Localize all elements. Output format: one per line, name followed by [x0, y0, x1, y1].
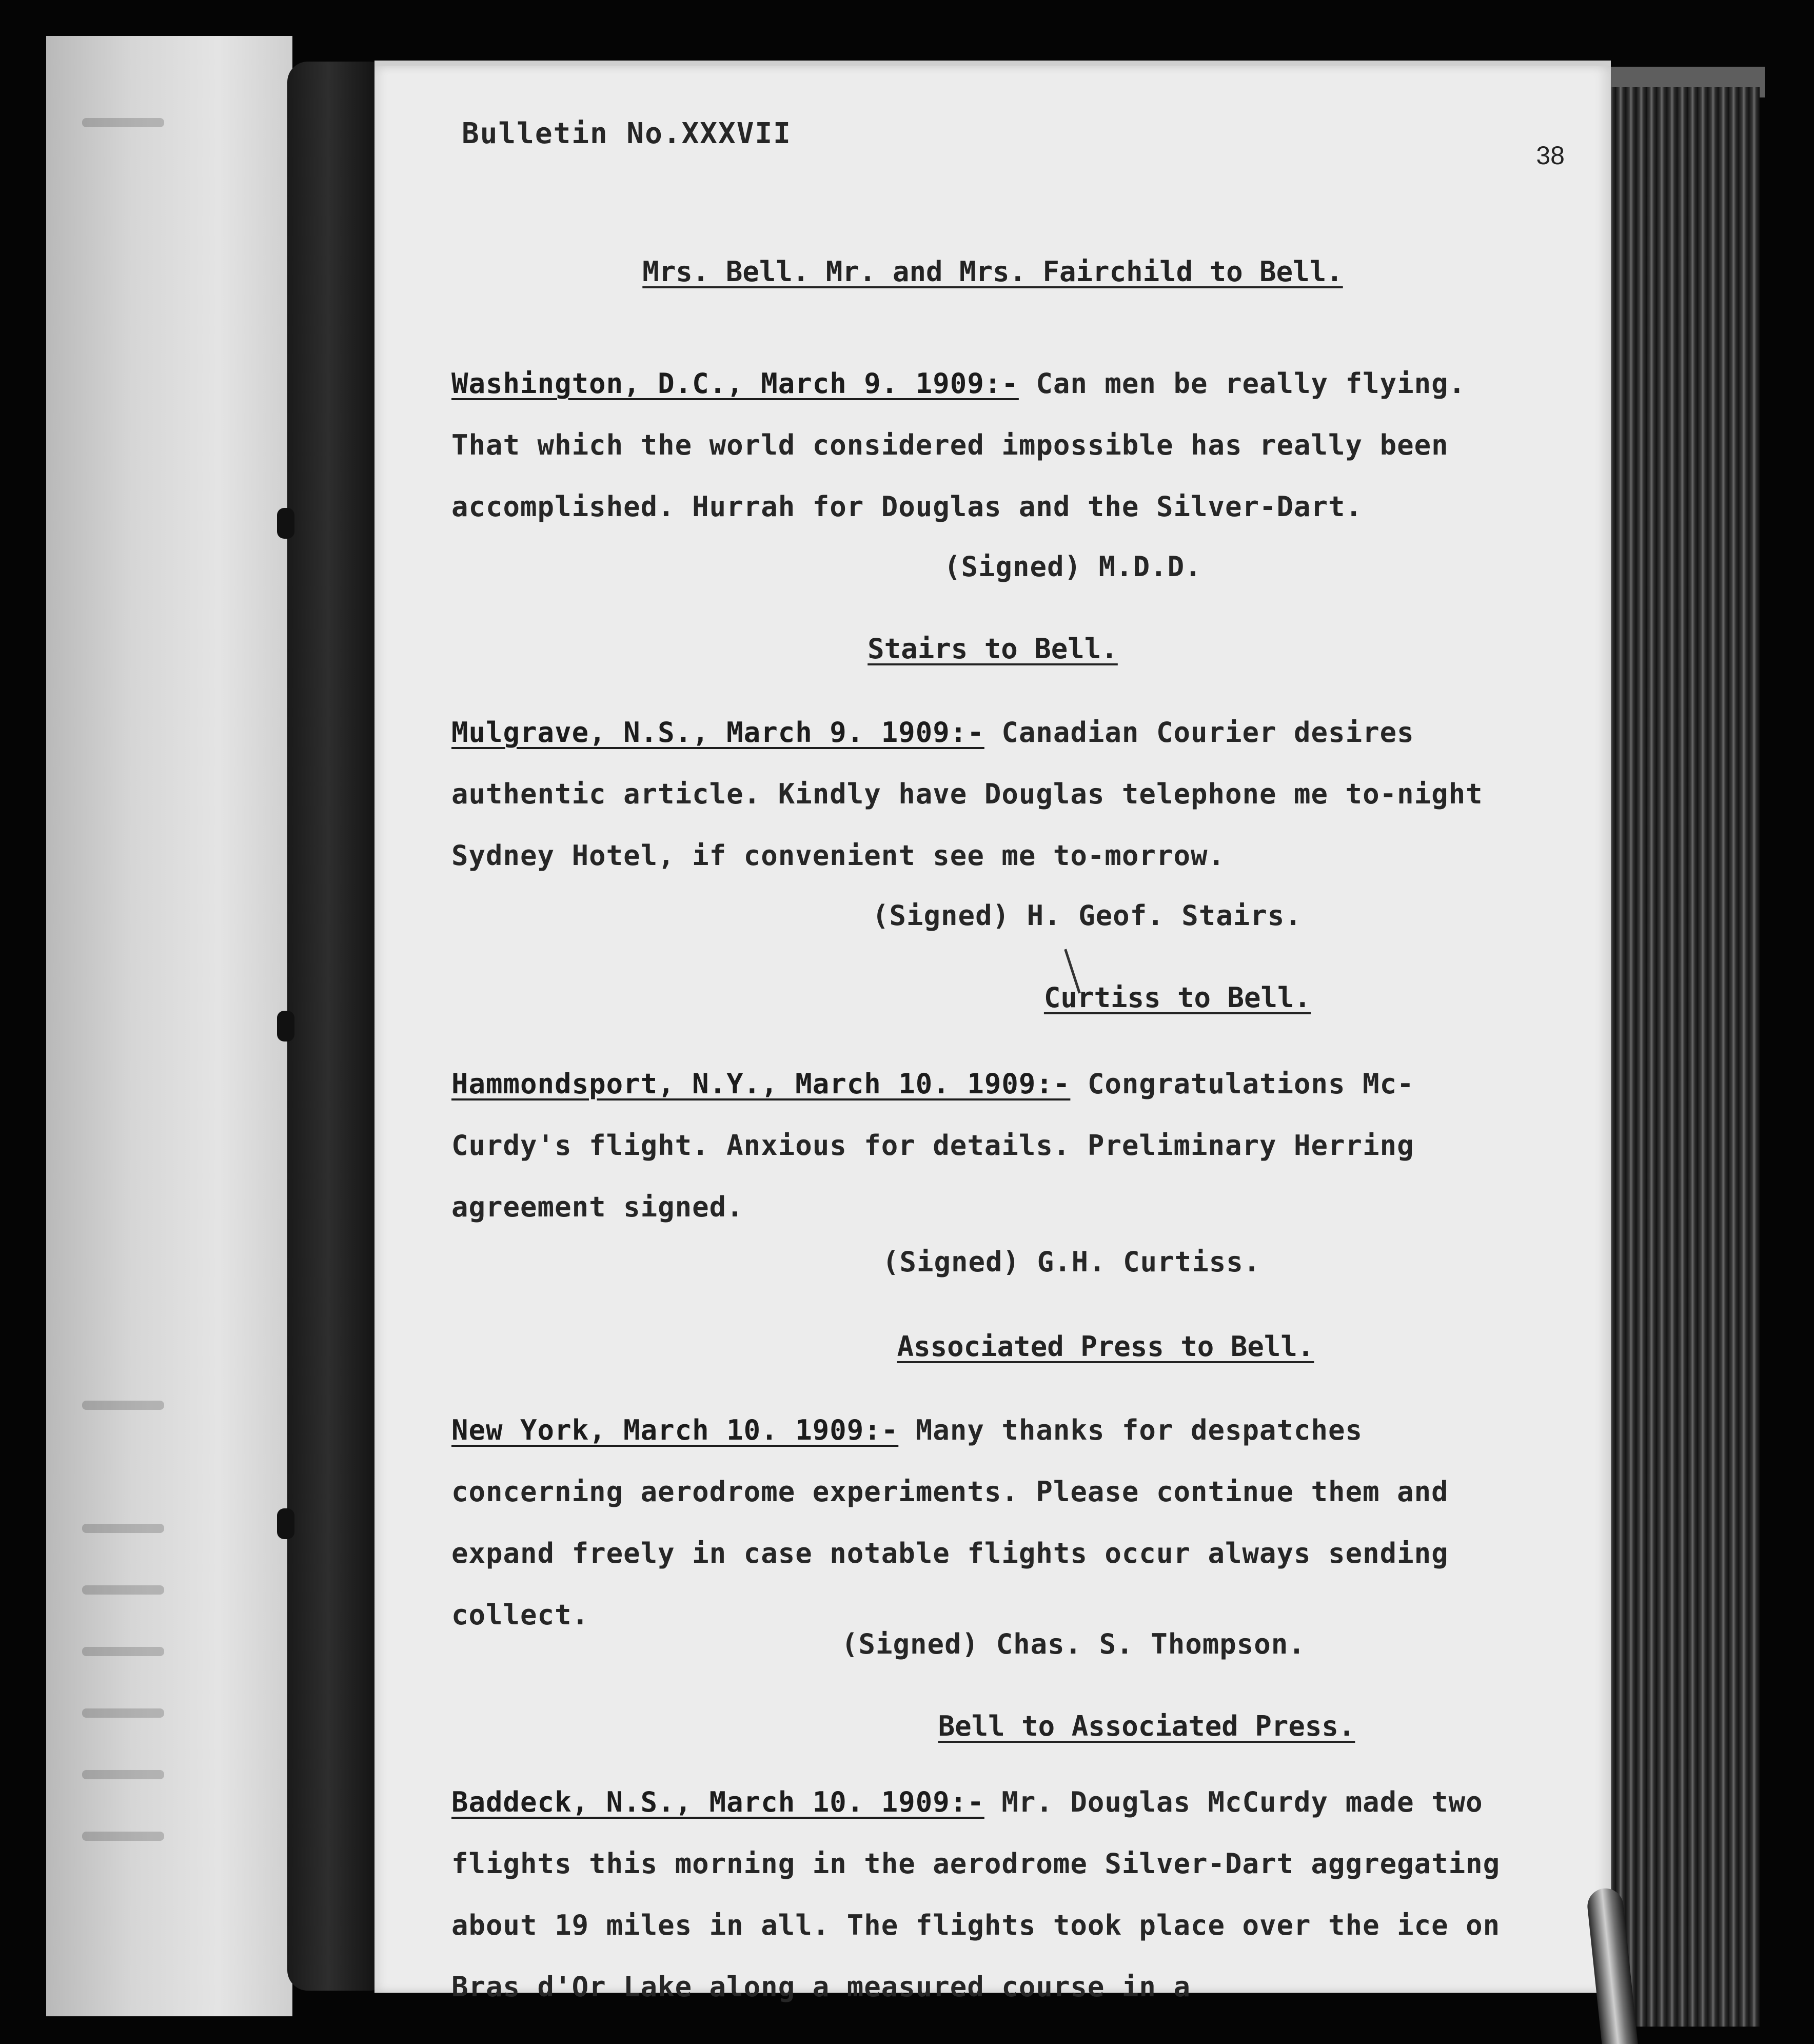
bleed-through-mark [82, 1832, 164, 1841]
telegram-signature: (Signed) M.D.D. [944, 551, 1202, 583]
telegram-text: Can men be really flying. That which the world considered impossible has really been accomplished. Hurrah for Douglas and the Silver-Dart. [451, 367, 1466, 523]
bleed-through-mark [82, 118, 164, 127]
telegram-body [451, 353, 1534, 538]
telegram-location-date: New York, March 10. 1909:- [451, 1414, 899, 1446]
page-number: 38 [1536, 141, 1565, 170]
telegram-text: Canadian Courier desires authentic article. Kindly have Douglas telephone me to-night Sydney Hotel, if convenient see me to-morrow. [451, 716, 1483, 872]
telegram-text: Mr. Douglas McCurdy made two flights this morning in the aerodrome Silver-Dart aggregating about 19 miles in all. The flights took place over the ice on Bras d'Or Lake along a measured course in a [451, 1786, 1501, 2003]
telegram-signature: (Signed) G.H. Curtiss. [882, 1246, 1261, 1278]
telegram-location-date: Hammondsport, N.Y., March 10. 1909:- [451, 1068, 1071, 1100]
left-facing-page [46, 36, 292, 2016]
telegram-text: Many thanks for despatches concerning aerodrome experiments. Please continue them and expand freely in case notable flights occur always sending collect. [451, 1414, 1449, 1631]
document-page [374, 61, 1611, 2003]
telegram-heading: Mrs. Bell. Mr. and Mrs. Fairchild to Bell. [642, 256, 1343, 288]
binding-ring [277, 508, 294, 539]
telegram-body [451, 1053, 1534, 1238]
telegram-heading: Curtiss to Bell. [1043, 981, 1311, 1014]
bleed-through-mark [82, 1708, 164, 1718]
telegram-location-date: Washington, D.C., March 9. 1909:- [451, 367, 1019, 400]
telegram-body [451, 702, 1534, 887]
telegram-heading: Stairs to Bell. [867, 633, 1118, 665]
binding-ring [277, 1011, 294, 1041]
bleed-through-mark [82, 1401, 164, 1410]
telegram-body [451, 1400, 1534, 1646]
telegram-location-date: Mulgrave, N.S., March 9. 1909:- [451, 716, 984, 749]
telegram-location-date: Baddeck, N.S., March 10. 1909:- [451, 1786, 984, 1818]
telegram-heading: Bell to Associated Press. [938, 1710, 1355, 1742]
binding-ring [277, 1508, 294, 1539]
bulletin-header: Bulletin No.XXXVII [462, 117, 792, 150]
telegram-body [451, 1772, 1534, 2018]
bleed-through-mark [82, 1524, 164, 1533]
telegram-signature: (Signed) H. Geof. Stairs. [872, 899, 1302, 932]
telegram-signature: (Signed) Chas. S. Thompson. [841, 1628, 1306, 1660]
telegram-heading: Associated Press to Bell. [897, 1330, 1314, 1363]
telegram-text: Congratulations Mc-Curdy's flight. Anxious for details. Preliminary Herring agreement signed. [451, 1068, 1414, 1223]
bleed-through-mark [82, 1585, 164, 1595]
bleed-through-mark [82, 1647, 164, 1656]
bleed-through-mark [82, 1770, 164, 1779]
